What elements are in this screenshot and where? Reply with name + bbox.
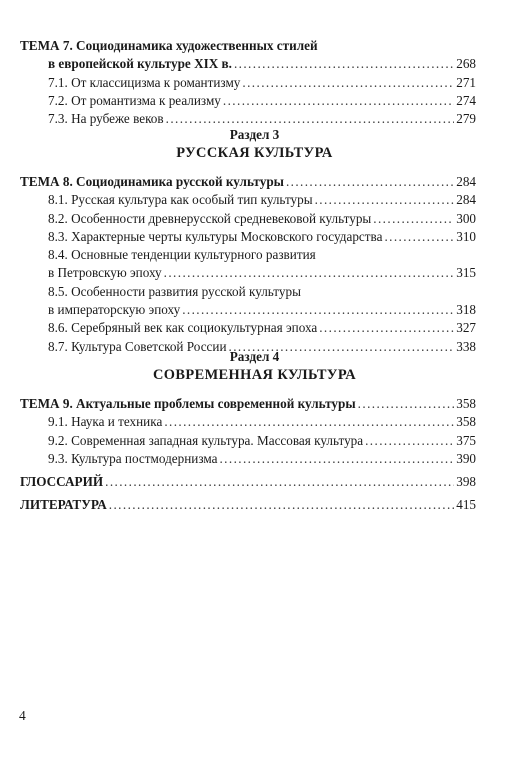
toc-block-tema7 — [20, 37, 476, 128]
toc-page-number: 300 — [456, 210, 476, 226]
toc-entry-label: в императорскую эпоху — [48, 302, 181, 318]
toc-entry-8-2[interactable] — [20, 210, 476, 228]
dot-leader — [373, 210, 454, 228]
toc-page-number: 284 — [456, 174, 476, 189]
section-title: РУССКАЯ КУЛЬТУРА — [176, 145, 333, 161]
toc-entry-label: 8.6. Серебряный век как социокультурная эпоха — [48, 320, 318, 336]
toc-page-number: 415 — [456, 497, 476, 513]
toc-entry-tema8-title[interactable] — [20, 173, 476, 191]
section-heading-3 — [0, 126, 509, 162]
section-label: Раздел 4 — [229, 349, 280, 364]
toc-page-number: 271 — [456, 74, 476, 90]
toc-entry-9-3[interactable] — [20, 450, 476, 468]
toc-entry-label: ЛИТЕРАТУРА — [20, 497, 107, 513]
toc-entry-glossary[interactable] — [20, 473, 476, 491]
toc-entry-label: 7.2. От романтизма к реализму — [48, 92, 221, 108]
toc-entry-label: ГЛОССАРИЙ — [20, 474, 104, 490]
toc-entry-8-1[interactable] — [20, 191, 476, 209]
toc-entry-9-1[interactable] — [20, 413, 476, 431]
toc-entry-7-2[interactable] — [20, 92, 476, 110]
toc-entry-literature[interactable] — [20, 496, 476, 514]
toc-entry-tema7-title — [20, 37, 476, 55]
toc-entry-9-2[interactable] — [20, 432, 476, 450]
section-heading-4 — [0, 348, 509, 384]
section-title: СОВРЕМЕННАЯ КУЛЬТУРА — [153, 367, 356, 383]
dot-leader — [164, 264, 455, 282]
dot-leader — [164, 413, 454, 431]
toc-entry-8-5-line2[interactable] — [20, 301, 476, 319]
toc-page-number: 375 — [456, 432, 476, 448]
toc-entry-label: 7.3. На рубеже веков — [48, 111, 164, 127]
dot-leader — [219, 450, 454, 468]
dot-leader — [109, 496, 454, 514]
toc-entry-label: 9.3. Культура постмодернизма — [48, 450, 218, 466]
toc-entry-7-1[interactable] — [20, 74, 476, 92]
toc-entry-label: ТЕМА 9. Актуальные проблемы современной культуры — [20, 396, 356, 411]
dot-leader — [234, 55, 454, 73]
toc-page-number: 398 — [456, 474, 476, 490]
dot-leader — [105, 473, 454, 491]
toc-page-number: 390 — [456, 450, 476, 466]
toc-page-number: 338 — [456, 338, 476, 354]
toc-page-number: 279 — [456, 111, 476, 127]
toc-entry-label: 8.5. Особенности развития русской культуры — [48, 283, 301, 299]
toc-entry-tema9-title[interactable] — [20, 395, 476, 413]
toc-entry-8-3[interactable] — [20, 228, 476, 246]
toc-block-tema9 — [20, 395, 476, 515]
dot-leader — [384, 228, 454, 246]
toc-entry-label: ТЕМА 7. Социодинамика художественных стилей — [20, 38, 318, 53]
dot-leader — [319, 319, 454, 337]
toc-entry-8-4-line2[interactable] — [20, 264, 476, 282]
page-number: 4 — [19, 708, 26, 723]
toc-page-number: 358 — [456, 396, 476, 411]
toc-page-number: 310 — [456, 228, 476, 244]
dot-leader — [365, 432, 454, 450]
toc-entry-label: 9.2. Современная западная культура. Массовая культура — [48, 432, 364, 448]
toc-entry-tema7-title-cont[interactable] — [20, 55, 476, 73]
toc-page-number: 358 — [456, 414, 476, 430]
toc-entry-label: ТЕМА 8. Социодинамика русской культуры — [20, 174, 284, 189]
toc-entry-label: в Петровскую эпоху — [48, 265, 162, 281]
dot-leader — [315, 191, 455, 209]
toc-entry-8-4-line1 — [20, 246, 476, 264]
toc-entry-label: 9.1. Наука и техника — [48, 414, 163, 430]
dot-leader — [242, 74, 454, 92]
toc-page-number: 284 — [456, 192, 476, 208]
toc-page-number: 318 — [456, 302, 476, 318]
toc-entry-label: 8.2. Особенности древнерусской средневековой культуры — [48, 210, 372, 226]
toc-entry-label: 8.3. Характерные черты культуры Московского государства — [48, 228, 383, 244]
toc-block-tema8 — [20, 173, 476, 356]
toc-page-number: 274 — [456, 92, 476, 108]
toc-page-number: 327 — [456, 320, 476, 336]
section-label: Раздел 3 — [229, 127, 280, 142]
toc-entry-label: 8.4. Основные тенденции культурного развития — [48, 247, 316, 263]
toc-entry-label: в европейской культуре XIX в. — [48, 56, 232, 72]
dot-leader — [223, 92, 454, 110]
toc-entry-8-6[interactable] — [20, 319, 476, 337]
toc-entry-label: 7.1. От классицизма к романтизму — [48, 74, 241, 90]
toc-page-number: 268 — [456, 56, 476, 72]
toc-page-number: 315 — [456, 265, 476, 281]
dot-leader — [182, 301, 454, 319]
dot-leader — [286, 173, 454, 191]
toc-entry-8-5-line1 — [20, 283, 476, 301]
toc-entry-label: 8.1. Русская культура как особый тип культуры — [48, 192, 313, 208]
toc-entry-label: 8.7. Культура Советской России — [48, 338, 227, 354]
dot-leader — [358, 395, 455, 413]
